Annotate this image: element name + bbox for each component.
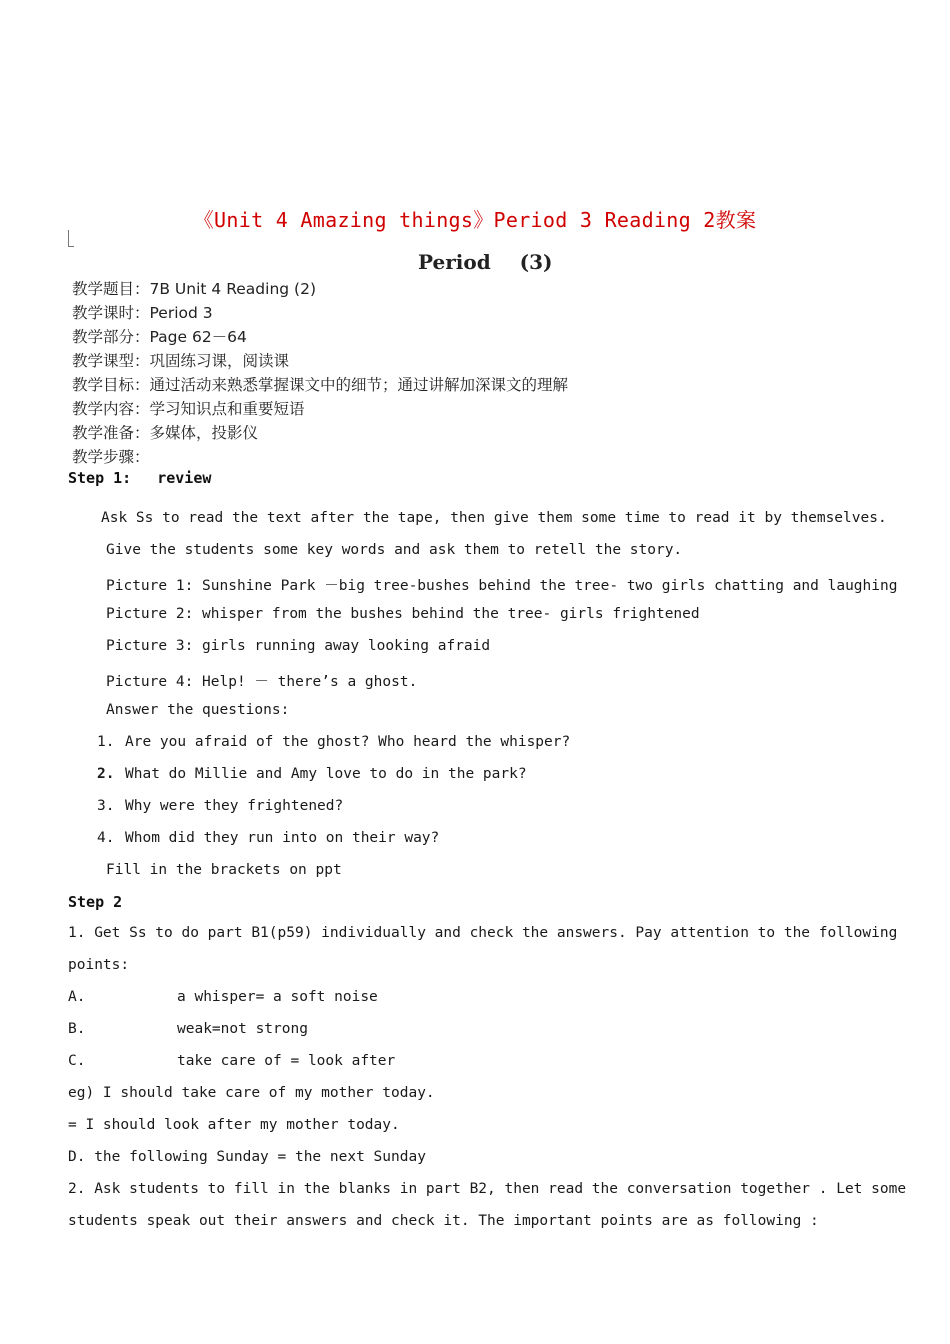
corner-mark [68, 230, 74, 247]
step1-line: Give the students some key words and ask them to retell the story. [106, 542, 683, 558]
example-line: = I should look after my mother today. [68, 1117, 400, 1133]
picture-3-line: Picture 3: girls running away looking afraid [106, 638, 491, 654]
step1-title: review [157, 469, 212, 487]
step2-item1-line: points: [68, 957, 130, 973]
meta-steps: 教学步骤： [72, 448, 150, 466]
meta-objective: 教学目标：通过活动来熟悉掌握课文中的细节；通过讲解加深课文的理解 [72, 376, 569, 394]
meta-topic: 教学题目：7B Unit 4 Reading (2) [72, 280, 316, 298]
answer-questions-line: Answer the questions: [106, 702, 290, 718]
step1-heading [68, 469, 211, 487]
picture-1-line: Picture 1: Sunshine Park －big tree-bushes behind the tree- two girls chatting and laughing [106, 578, 898, 594]
question-text: What do Millie and Amy love to do in the park? [125, 766, 527, 782]
document-title: 《Unit 4 Amazing things》Period 3 Reading 2教案 [193, 208, 757, 232]
point-letter: B. [68, 1021, 86, 1037]
step2-item2-line: students speak out their answers and check it. The important points are as following : [68, 1213, 819, 1229]
picture-2-line: Picture 2: whisper from the bushes behind the tree- girls frightened [106, 606, 700, 622]
step2-item1-line: 1. Get Ss to do part B1(p59) individually and check the answers. Pay attention to the following [68, 925, 898, 941]
point-text: a whisper= a soft noise [177, 989, 378, 1005]
step2-heading: Step 2 [68, 893, 123, 911]
question-text: Are you afraid of the ghost? Who heard the whisper? [125, 734, 571, 750]
picture-4-line: Picture 4: Help! － there’s a ghost. [106, 674, 418, 690]
period-heading: Period (3) [418, 250, 553, 274]
point-text: weak=not strong [177, 1021, 308, 1037]
meta-preparation: 教学准备：多媒体，投影仪 [72, 424, 259, 442]
meta-period: 教学课时：Period 3 [72, 304, 213, 322]
step1-label: Step 1: [68, 469, 132, 487]
meta-pages: 教学部分：Page 62－64 [72, 328, 247, 346]
question-number: 2. [97, 766, 115, 782]
fill-brackets-line: Fill in the brackets on ppt [106, 862, 342, 878]
question-text: Whom did they run into on their way? [125, 830, 440, 846]
step2-item2-line: 2. Ask students to fill in the blanks in part B2, then read the conversation together . Let some [68, 1181, 907, 1197]
meta-lesson-type: 教学课型：巩固练习课，阅读课 [72, 352, 290, 370]
point-text: take care of = look after [177, 1053, 396, 1069]
question-number: 4. [97, 830, 115, 846]
point-d-line: D. the following Sunday = the next Sunday [68, 1149, 426, 1165]
question-number: 3. [97, 798, 115, 814]
step1-line: Ask Ss to read the text after the tape, then give them some time to read it by themselves. [101, 510, 887, 526]
point-letter: A. [68, 989, 86, 1005]
example-line: eg) I should take care of my mother today. [68, 1085, 435, 1101]
meta-content: 教学内容：学习知识点和重要短语 [72, 400, 305, 418]
point-letter: C. [68, 1053, 86, 1069]
question-text: Why were they frightened? [125, 798, 344, 814]
question-number: 1. [97, 734, 115, 750]
